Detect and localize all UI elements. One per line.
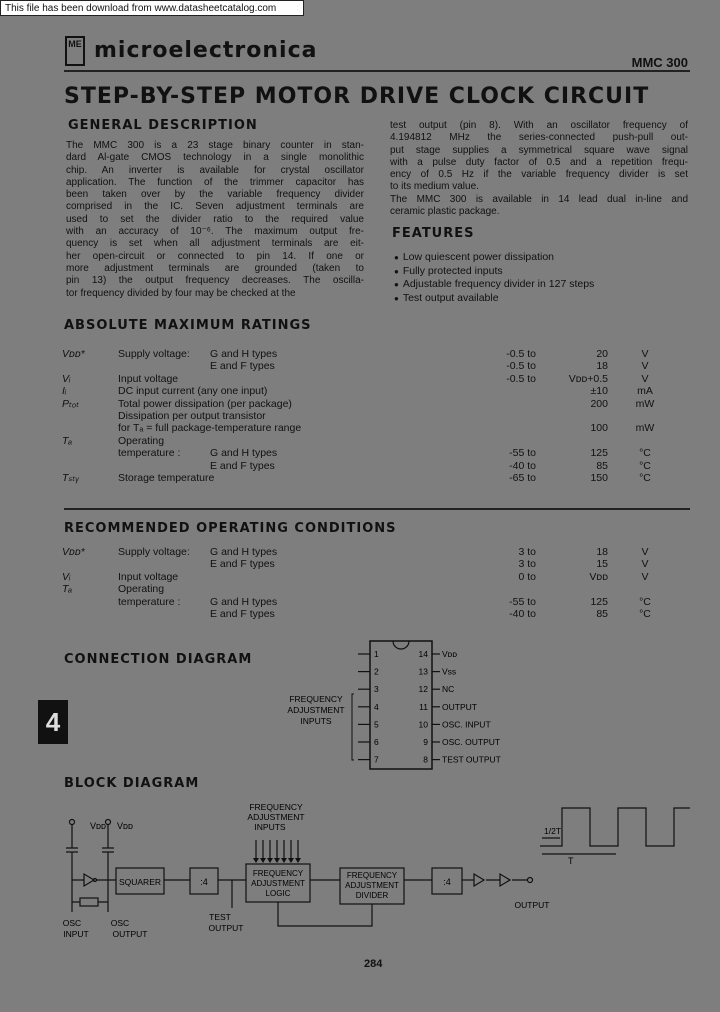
page-title: STEP-BY-STEP MOTOR DRIVE CLOCK CIRCUIT [64,84,650,109]
test-output-line2: OUTPUT [208,923,244,933]
rating-min: -0.5 to [506,360,536,373]
rating-unit: V [641,570,649,583]
adj-divider-line2: ADJUSTMENT [345,881,399,890]
rating-description: temperature : [118,595,181,608]
right-pin-label: TEST OUTPUT [442,754,501,765]
right-pin-number: 10 [418,719,428,730]
section-tab-marker: 4 [38,700,68,744]
rating-row [62,583,662,595]
rating-unit: V [641,348,649,360]
description-line: ency of 0.5 Hz if the variable frequency divider is set [390,169,688,181]
rating-max: 125 [590,447,608,460]
rating-max: 15 [596,558,608,571]
freq-inputs-line1: FREQUENCY [249,802,303,812]
rating-description: for Tₐ = full package-temperature range [118,422,302,435]
freq-inputs-line2: ADJUSTMENT [247,812,305,822]
rating-symbol: Tₛₜᵧ [62,472,80,484]
description-line: quency is set when all adjustment terminals are eit- [66,238,364,250]
squarer-label: SQUARER [118,877,162,887]
rating-description: DC input current (any one input) [118,385,268,398]
rating-condition: E and F types [210,608,275,620]
rating-min: -0.5 to [506,372,536,385]
description-line: dard Al-gate CMOS technology in a single monolithic [66,152,364,164]
left-pin-number: 2 [374,666,379,677]
rating-row [62,546,662,558]
rating-row [62,608,662,620]
right-pin-label: Vss [442,666,457,677]
connection-diagram [280,636,520,776]
features-heading: FEATURES [392,226,475,241]
rating-symbol: Tₐ [62,583,73,596]
section-rule [64,508,690,510]
description-line: with an accuracy of 10⁻⁶. The maximum output fre- [66,226,364,238]
rating-row [62,558,662,570]
rating-description: Input voltage [118,372,179,385]
rating-condition: G and H types [210,348,278,360]
vdd1-label: Vᴅᴅ [90,821,106,831]
vdd1-capacitor [66,824,78,876]
header-rule [64,70,690,72]
feedback-resistor [80,898,98,906]
left-pin-number: 7 [374,754,379,765]
osc-input-line1: OSC [62,918,82,928]
rating-symbol: Vᴅᴅ* [62,546,85,558]
rating-unit: V [641,558,649,571]
rating-min: -65 to [509,472,536,484]
rating-unit: °C [639,447,651,460]
osc-output-line2: OUTPUT [112,929,148,939]
right-pin-number: 12 [418,684,428,695]
block-diagram-heading: BLOCK DIAGRAM [64,776,200,791]
description-line: put stage supplies a symmetrical square wave signal [390,144,688,156]
rating-symbol: Vᵢ [62,372,71,385]
description-line: application. The function of the trimmer capacitor has [66,176,364,188]
vdd2-label: Vᴅᴅ [117,821,133,831]
rating-description: Supply voltage: [118,546,190,558]
brand-name: microelectronica [94,38,318,63]
rating-max: 85 [596,608,608,620]
output-waveform [540,808,690,846]
rating-min: -55 to [509,447,536,460]
ic-notch [393,641,409,649]
left-pin-number: 6 [374,737,379,747]
group-label-line3: INPUTS [300,716,332,726]
rating-description: temperature : [118,447,181,460]
rating-max: Vᴅᴅ [589,570,608,583]
rating-symbol: Vᵢ [62,570,71,583]
right-pin-label: OSC. INPUT [442,719,491,730]
half-period-label: 1/2T [544,826,562,836]
left-pin-number: 5 [374,719,379,730]
abs-max-table [62,348,662,498]
connection-diagram-heading: CONNECTION DIAGRAM [64,652,253,667]
rating-symbol: Tₐ [62,434,73,447]
vdd2-terminal [106,820,111,825]
adj-divider-line1: FREQUENCY [346,871,398,880]
div4a-label: :4 [200,877,208,887]
rating-condition: E and F types [210,459,275,472]
vdd2-capacitor [102,824,114,876]
rating-description: Operating [118,583,165,596]
right-pin-number: 8 [423,754,428,765]
right-pin-label: Vᴅᴅ [442,649,458,659]
rating-min: -55 to [509,595,536,608]
rating-row [62,447,662,459]
rating-max: ±10 [590,385,608,398]
feature-item: ● Adjustable frequency divider in 127 steps [394,278,684,292]
adj-divider-line3: DIVIDER [355,891,389,900]
rating-description: Total power dissipation (per package) [118,397,292,410]
right-pin-label: OUTPUT [442,701,477,712]
adjustment-input-arrowheads [253,858,301,863]
group-label-line1: FREQUENCY [289,694,343,704]
description-line: ceramic plastic package. [390,206,500,218]
test-output-line1: TEST [209,912,231,922]
general-description-left [66,140,364,300]
description-line: been taken over by the variable frequency divider [66,189,364,201]
right-pin-number: 9 [423,737,428,747]
div4b-label: :4 [443,877,451,887]
rating-row [62,385,662,397]
rating-unit: °C [639,459,651,472]
right-pin-label: OSC. OUTPUT [442,737,501,747]
adj-logic-line2: ADJUSTMENT [251,879,305,888]
feature-item: ● Test output available [394,292,684,306]
oscillator-inverter [72,874,108,886]
output-terminal [528,878,533,883]
left-pin-number: 4 [374,701,379,712]
right-pin-label: NC [442,684,455,695]
rating-condition: G and H types [210,447,278,460]
rating-max: 200 [590,397,608,410]
rating-row [62,348,662,360]
left-pin-number: 1 [374,649,379,659]
rating-condition: E and F types [210,360,275,373]
rating-unit: mW [635,397,655,410]
rating-min: -0.5 to [506,348,536,360]
rating-unit: mA [637,385,653,398]
page-number: 284 [364,958,383,970]
rating-description: Dissipation per output transistor [118,410,266,422]
rating-condition: E and F types [210,558,275,571]
abs-max-heading: ABSOLUTE MAXIMUM RATINGS [64,318,312,333]
rating-unit: °C [639,608,651,620]
rating-max: 20 [596,348,608,360]
description-line: chip. An inverter is available for crystal oscillator [66,164,364,176]
rating-min: -40 to [509,459,536,472]
vdd1-terminal [70,820,75,825]
rating-row [62,360,662,372]
general-description-heading: GENERAL DESCRIPTION [68,118,258,133]
rating-description: Storage temperature [118,472,215,484]
download-banner: This file has been download from www.datasheetcatalog.com [0,0,304,16]
rating-description: Supply voltage: [118,348,190,360]
rating-max: 100 [590,422,608,435]
feature-item: ● Low quiescent power dissipation [394,251,684,265]
rating-row [62,571,662,583]
rating-condition: G and H types [210,546,278,558]
description-line: The MMC 300 is a 23 stage binary counter in stan- [66,140,364,151]
description-line: comprised in the IC. Seven adjustment terminals are [66,201,364,213]
feature-item: ● Fully protected inputs [394,265,684,279]
rating-row [62,472,662,484]
rating-row [62,596,662,608]
description-line: 4.194812 MHz the series-connected push-pull out- [390,132,688,144]
output-buffers [474,874,528,886]
adjustment-bracket [352,694,354,760]
rating-row [62,410,662,422]
description-line: her open-circuit or connected to pin 14. If one or [66,250,364,262]
description-line: used to set the divider ratio to the required value [66,213,364,225]
rating-max: Vᴅᴅ+0.5 [568,372,608,385]
rating-unit: V [641,546,649,558]
rec-op-heading: RECOMMENDED OPERATING CONDITIONS [64,521,397,536]
osc-output-line1: OSC [110,918,130,928]
rating-row [62,460,662,472]
rating-row [62,435,662,447]
rating-max: 18 [596,546,608,558]
rating-unit: V [641,360,649,373]
feedback-loop [278,902,372,926]
block-diagram [50,796,700,952]
osc-input-line2: INPUT [63,929,89,939]
description-line: tor frequency divided by four may be checked at the [66,287,296,299]
rating-condition: G and H types [210,595,278,608]
rating-max: 85 [596,459,608,472]
brand-logo-mark: ME [65,36,85,66]
rating-min: 0 to [518,570,536,583]
right-pin-number: 11 [419,701,428,712]
general-description-right [390,120,688,218]
output-label: OUTPUT [514,900,550,910]
description-line: to its medium value. [390,181,479,193]
rating-row [62,373,662,385]
description-line: The MMC 300 is available in 14 lead dual in-line and [390,193,688,205]
rating-min: -40 to [509,608,536,620]
adj-logic-line1: FREQUENCY [252,869,304,878]
freq-inputs-line3: INPUTS [254,822,286,832]
rating-symbol: Vᴅᴅ* [62,348,85,360]
rating-unit: °C [639,595,651,608]
rating-min: 3 to [518,546,536,558]
features-list [394,251,684,305]
description-line: more adjustment terminals are grounded (taken to [66,262,364,274]
rating-row [62,398,662,410]
adj-logic-line3: LOGIC [265,889,291,898]
description-line: with a pulse duty factor of 0.5 and a repetition frequ- [390,156,688,168]
rating-row [62,422,662,434]
right-pin-number: 14 [418,649,428,659]
rating-symbol: Pₜₒₜ [62,397,80,410]
rec-op-table [62,546,662,636]
description-line: pin 13) the output frequency decreases. The oscilla- [66,275,364,287]
rating-max: 125 [590,595,608,608]
rating-max: 18 [596,360,608,373]
left-pin-number: 3 [374,684,379,695]
rating-unit: mW [635,422,655,435]
rating-min: 3 to [518,558,536,571]
rating-unit: V [641,372,649,385]
rating-unit: °C [639,472,651,484]
description-line: test output (pin 8). With an oscillator frequency of [390,120,688,131]
rating-description: Operating [118,434,165,447]
group-label-line2: ADJUSTMENT [287,705,345,715]
part-number: MMC 300 [631,55,688,70]
right-pin-number: 13 [418,666,428,677]
rating-description: Input voltage [118,570,179,583]
rating-max: 150 [590,472,608,484]
period-label: T [568,856,574,866]
rating-symbol: Iᵢ [62,385,67,398]
